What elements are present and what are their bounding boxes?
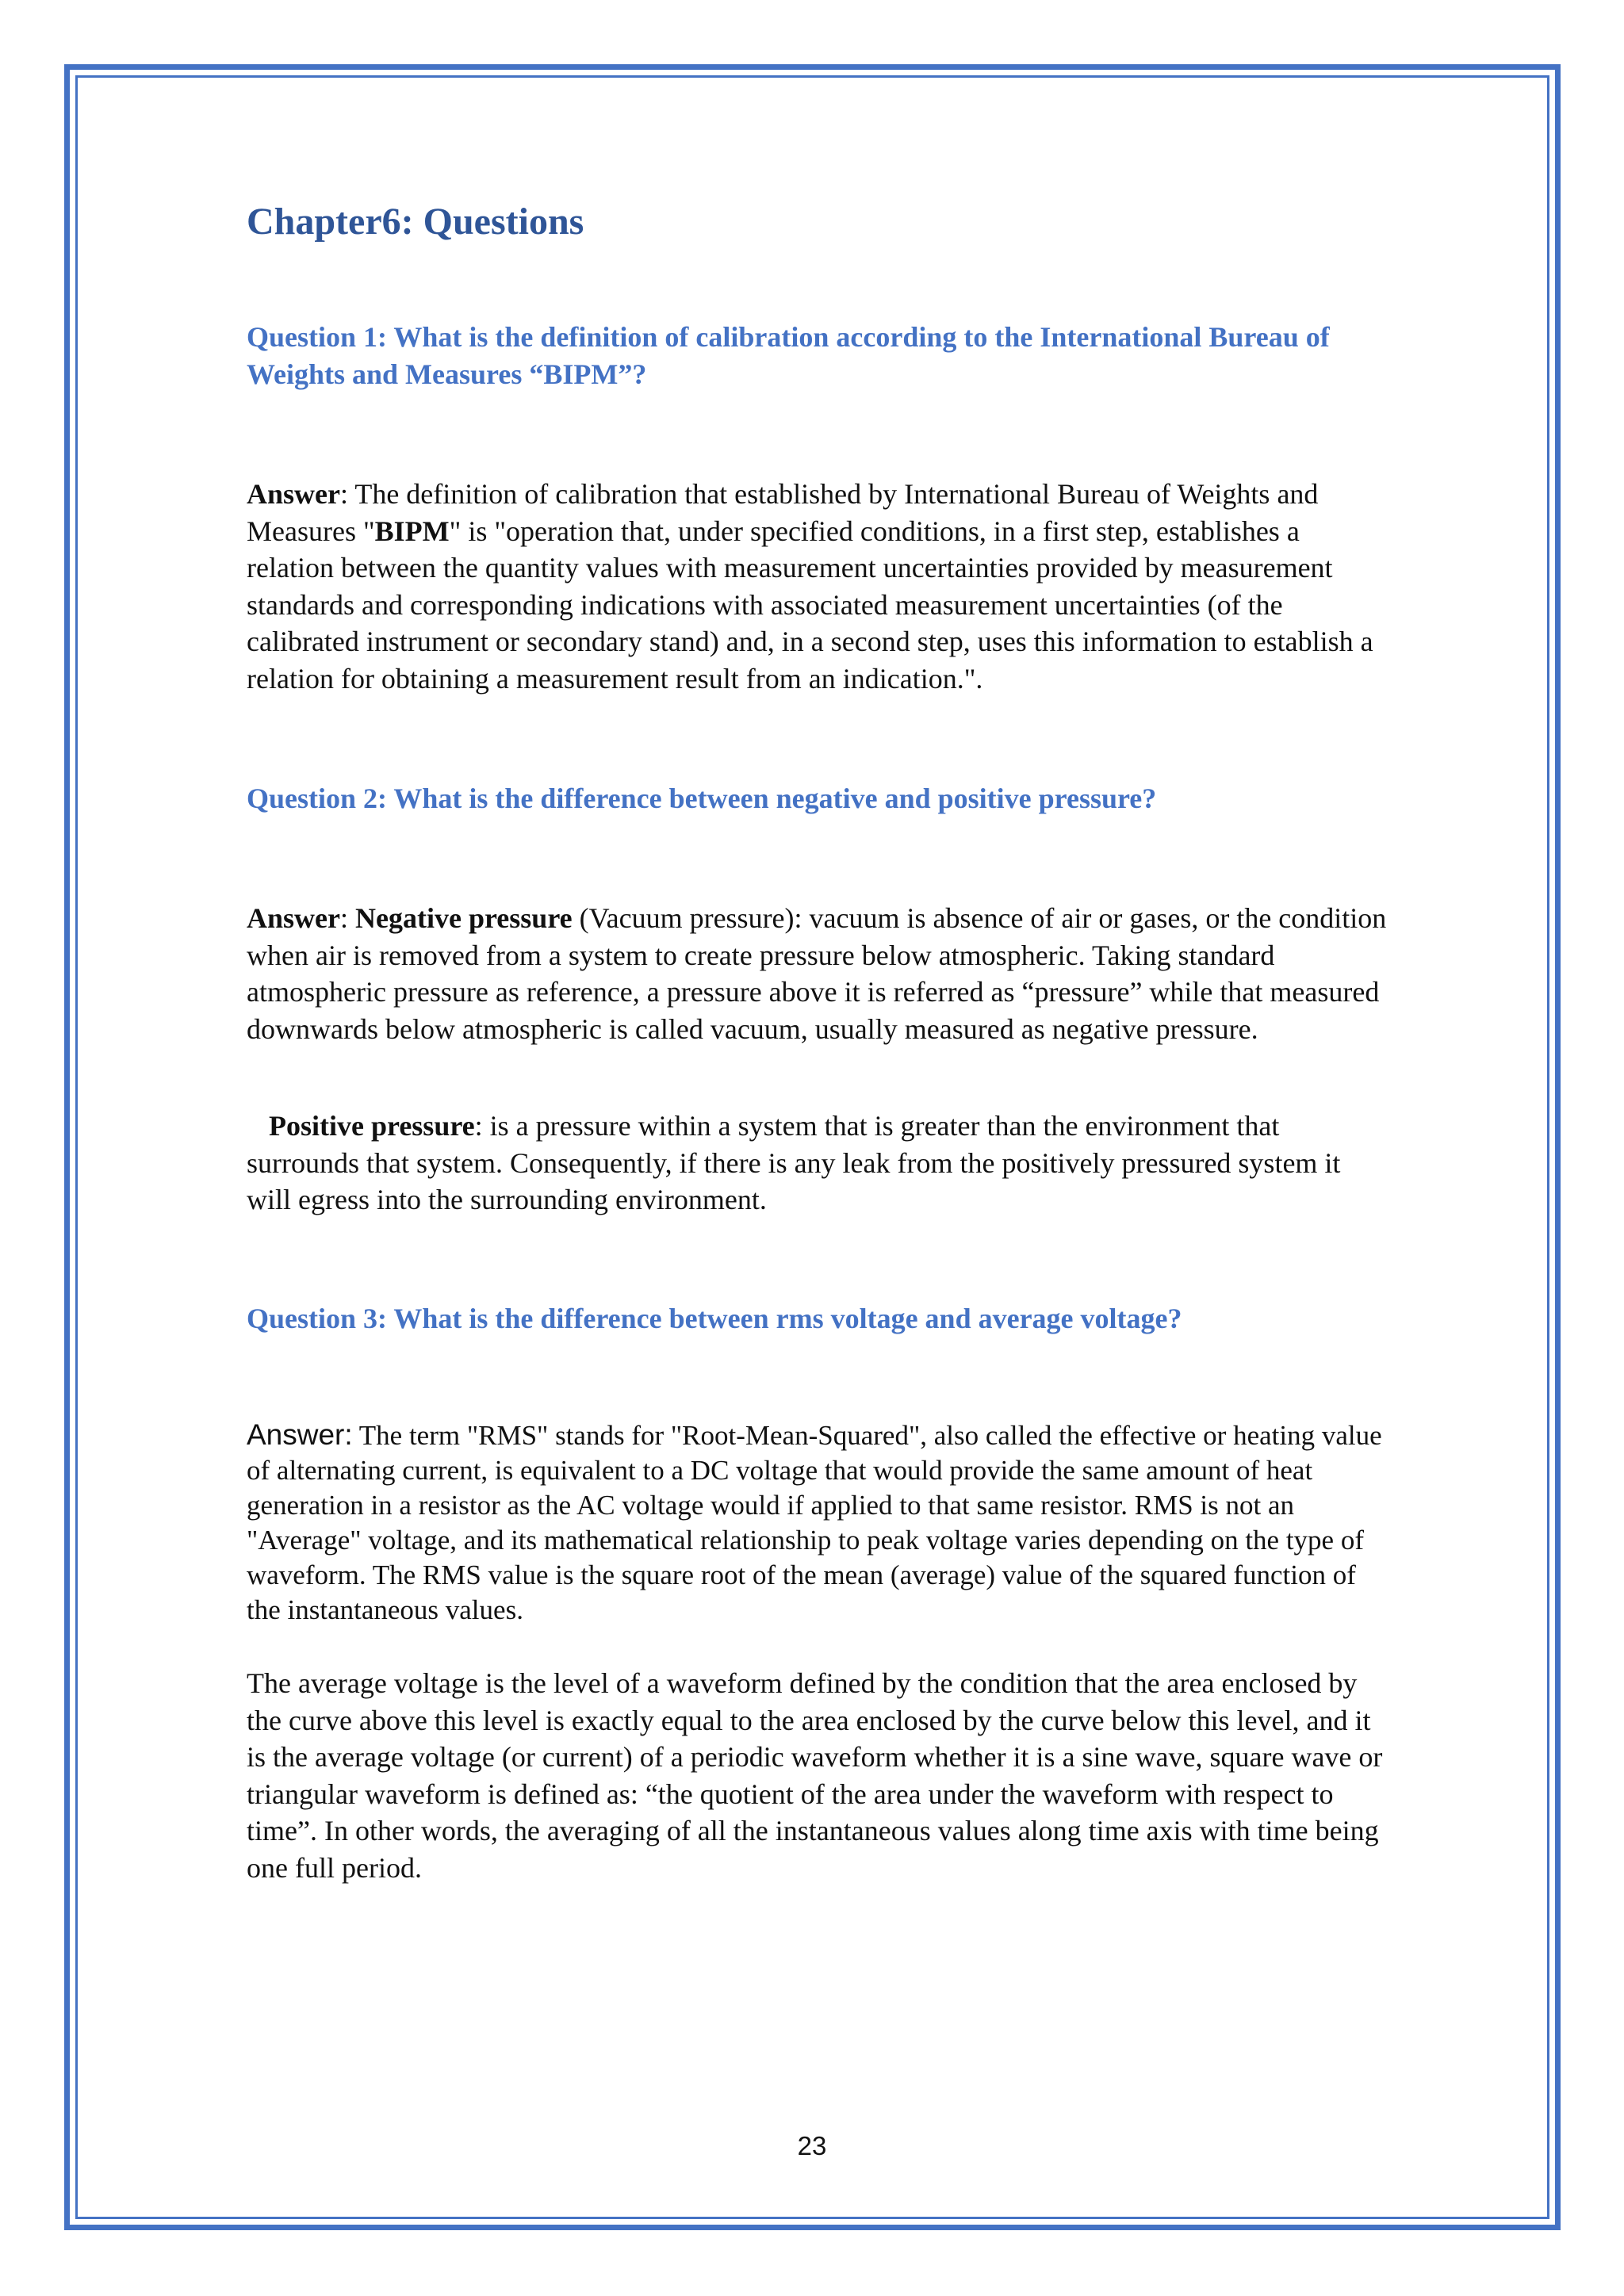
answer-2-positive [247, 1108, 1388, 1219]
answer-2-separator: : [339, 902, 355, 934]
positive-pressure-text: : is a pressure within a system that is greater than the environment that surrounds that system. Consequently, if there is any leak from the positively pressured system it will egress into the surrounding environment. [247, 1110, 1341, 1215]
answer-3-rms [247, 1418, 1388, 1628]
question-3: Question 3: What is the difference between rms voltage and average voltage? [247, 1303, 1182, 1334]
answer-3-label: Answer: [247, 1418, 353, 1451]
question-1: Question 1: What is the definition of calibration according to the International Bureau of Weights and Measures “BIPM”? [247, 321, 1330, 390]
answer-1 [247, 476, 1388, 697]
answer-1-text-start: : The definition of calibration that established by International Bureau of Weights and Measures " [247, 478, 1319, 547]
answer-1-bipm: BIPM [374, 515, 450, 547]
answer-2-negative [247, 900, 1388, 1047]
negative-pressure-term: Negative pressure [355, 902, 573, 934]
negative-pressure-text: (Vacuum pressure): vacuum is absence of air or gases, or the condition when air is removed from a system to create pressure below atmospheric. Taking standard atmospheric pressure as reference, a pressure above it is referred as “pressure” while that measured downwards below atmospheric is called vacuum, usually measured as negative pressure. [247, 902, 1387, 1045]
answer-3-rms-text: The term "RMS" stands for "Root-Mean-Squared", also called the effective or heating value of alternating current, is equivalent to a DC voltage that would provide the same amount of heat generation in a resistor as the AC voltage would if applied to that same resistor. RMS is not an "Average" voltage, and its mathematical relationship to peak voltage varies depending on the type of waveform. The RMS value is the square root of the mean (average) value of the squared function of the instantaneous values. [247, 1420, 1382, 1625]
page-number: 23 [797, 2131, 827, 2160]
answer-3-average: The average voltage is the level of a waveform defined by the condition that the area enclosed by the curve above this level is exactly equal to the area enclosed by the curve below this level, and it is the average voltage (or current) of a periodic waveform whether it is a sine wave, square wave or triangular waveform is defined as: “the quotient of the area under the waveform with respect to time”. In other words, the averaging of all the instantaneous values along time axis with time being one full period. [247, 1667, 1383, 1884]
chapter-title: Chapter6: Questions [247, 201, 584, 243]
answer-2-label: Answer [247, 902, 340, 934]
positive-pressure-term: Positive pressure [269, 1110, 475, 1142]
answer-1-text-end: " is "operation that, under specified conditions, in a first step, establishes a relation between the quantity values with measurement uncertainties provided by measurement standards and corresponding indications with associated measurement uncertainties (of the calibrated instrument or secondary stand) and, in a second step, uses this information to establish a relation for obtaining a measurement result from an indication.". [247, 515, 1373, 695]
question-2: Question 2: What is the difference between negative and positive pressure? [247, 783, 1157, 814]
answer-1-label: Answer [247, 478, 340, 510]
